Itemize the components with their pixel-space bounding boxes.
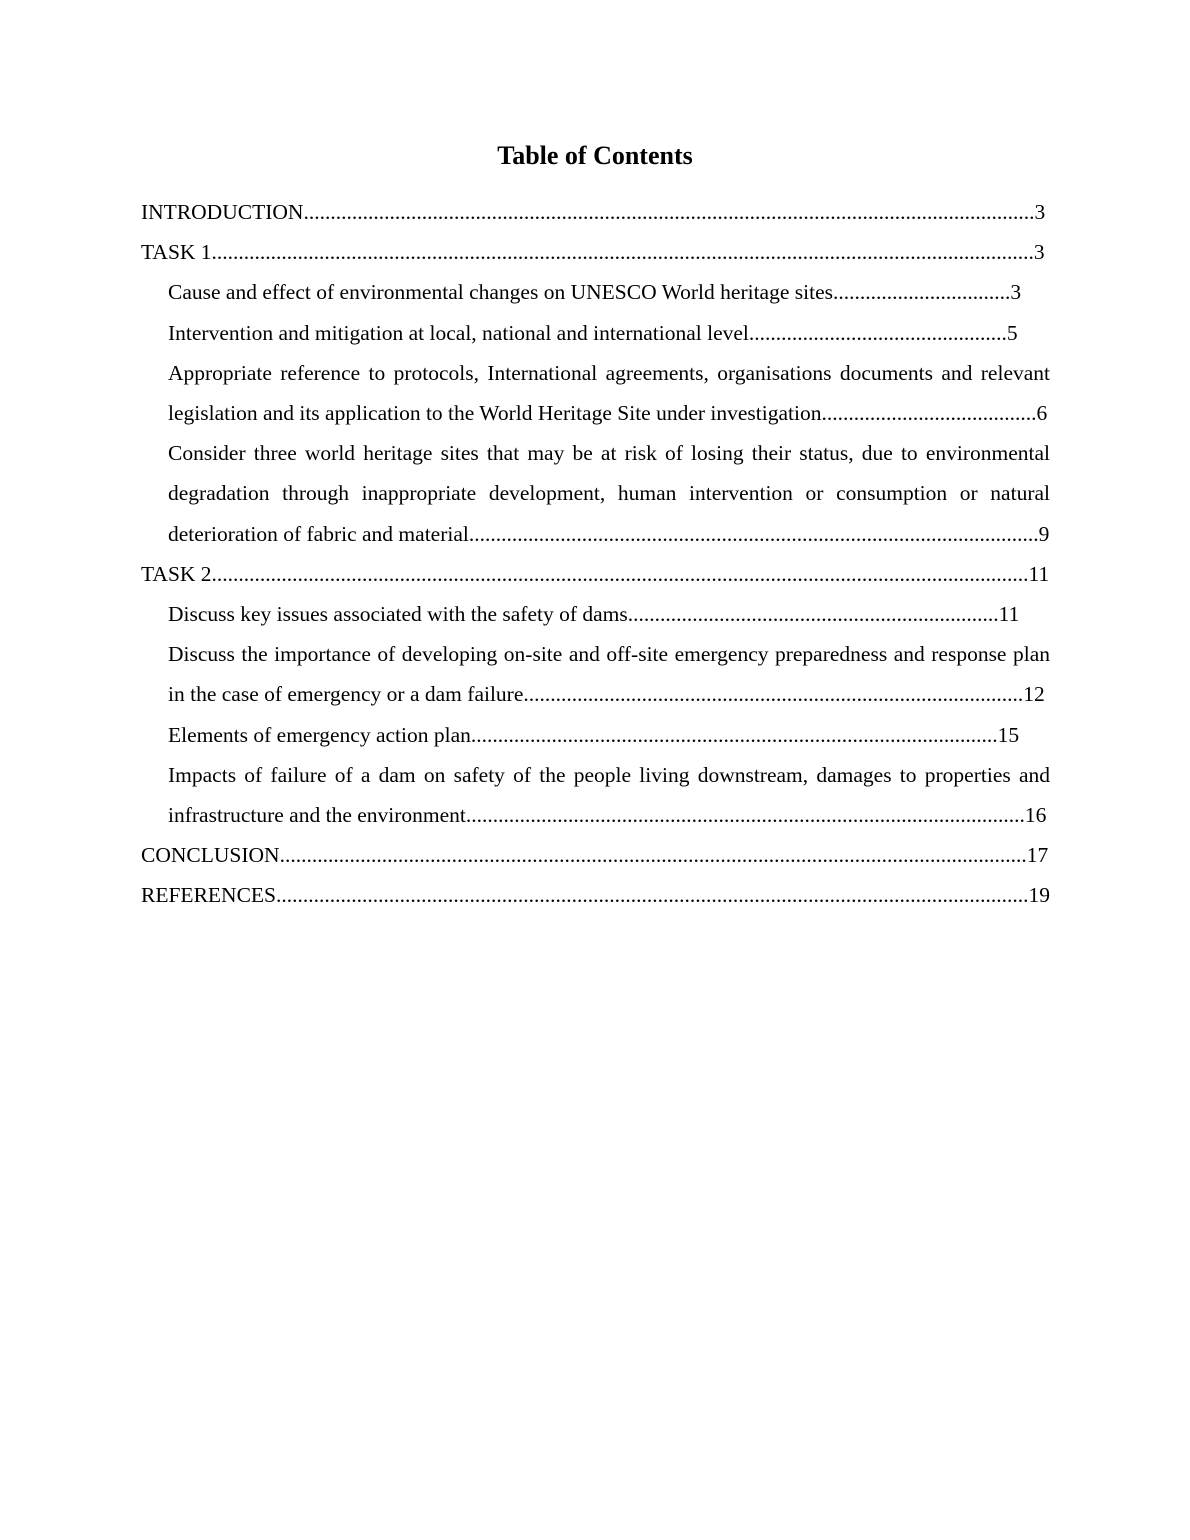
- toc-entry-emergency-preparedness[interactable]: [168, 634, 1050, 714]
- dot-leader: .................................: [833, 280, 1011, 305]
- toc-entry-text: REFERENCES: [141, 883, 276, 908]
- toc-entry-text: Intervention and mitigation at local, national and international level: [168, 320, 749, 345]
- toc-title: Table of Contents: [497, 141, 693, 170]
- dot-leader: ................................................: [748, 320, 1007, 345]
- toc-entry-references[interactable]: [141, 875, 1050, 915]
- toc-entry-text: Discuss the importance of developing on-site and off-site emergency preparedness and response plan in the case of emergency or a dam failure: [168, 642, 1050, 707]
- toc-page-number: 9: [1038, 521, 1050, 546]
- toc-entry-text: Appropriate reference to protocols, International agreements, organisations documents and relevant legislation and its application to the World Heritage Site under investigation: [168, 360, 1050, 426]
- dot-leader: ........................................: [821, 401, 1037, 426]
- toc-page-number: 17: [1026, 843, 1049, 868]
- toc-page-number: 19: [1028, 883, 1050, 908]
- toc-list: [141, 192, 1050, 916]
- toc-entry-emergency-action-plan[interactable]: [168, 715, 1023, 755]
- toc-page-number: 5: [1006, 320, 1018, 345]
- dot-leader: .........................................................................................................................................................: [211, 240, 1034, 265]
- toc-page-number: 6: [1036, 401, 1048, 426]
- toc-entry-appropriate-reference[interactable]: [168, 353, 1050, 433]
- dot-leader: ........................................................................................................................................: [303, 200, 1035, 224]
- toc-entry-text: Discuss key issues associated with the safety of dams: [168, 602, 628, 627]
- toc-entry-text: Elements of emergency action plan: [168, 722, 471, 747]
- dot-leader: ........................................................................................................: [465, 803, 1025, 828]
- toc-page-number: 15: [997, 722, 1020, 747]
- dot-leader: .....................................................................: [627, 602, 999, 627]
- toc-entry-text: Cause and effect of environmental changes on UNESCO World heritage sites: [168, 280, 833, 305]
- toc-entry-task-1[interactable]: [141, 232, 1050, 272]
- toc-entry-conclusion[interactable]: [141, 835, 1050, 875]
- toc-entry-text: TASK 2: [141, 561, 212, 586]
- toc-entry-text: INTRODUCTION: [141, 200, 304, 224]
- toc-entry-impacts-of-dam-failure[interactable]: [168, 755, 1050, 835]
- toc-page-number: 11: [998, 602, 1020, 627]
- toc-entry-text: Consider three world heritage sites that may be at risk of losing their status, due to environmental degradation through inappropriate development, human intervention or consumption or natural deterioration of fabric and material: [168, 441, 1050, 546]
- toc-entry-intervention-mitigation[interactable]: [168, 313, 1023, 353]
- toc-entry-text: Impacts of failure of a dam on safety of the people living downstream, damages to properties and infrastructure and the environment: [168, 762, 1050, 828]
- toc-page-number: 16: [1024, 803, 1047, 828]
- toc-entry-task-2[interactable]: [141, 554, 1050, 594]
- toc-page-number: 3: [1034, 200, 1046, 224]
- toc-page-number: 3: [1010, 280, 1022, 305]
- toc-page-number: 12: [1023, 682, 1045, 707]
- dot-leader: ............................................................................................................................................: [276, 883, 1029, 908]
- dot-leader: ..................................................................................................: [470, 722, 998, 747]
- dot-leader: ........................................................................................................................................................: [211, 561, 1029, 586]
- toc-entry-text: CONCLUSION: [141, 843, 280, 868]
- toc-entry-three-world-heritage-sites[interactable]: [168, 433, 1050, 554]
- toc-entry-safety-of-dams[interactable]: [168, 594, 1023, 634]
- dot-leader: .............................................................................................: [523, 682, 1024, 707]
- dot-leader: ...........................................................................................................................................: [279, 843, 1027, 868]
- toc-entry-text: TASK 1: [141, 240, 212, 265]
- dot-leader: ..........................................................................................................: [468, 521, 1039, 546]
- toc-page-number: 11: [1028, 561, 1050, 586]
- toc-entry-cause-and-effect[interactable]: [168, 272, 1023, 312]
- toc-page-number: 3: [1033, 240, 1045, 265]
- toc-entry-introduction[interactable]: [141, 192, 1050, 232]
